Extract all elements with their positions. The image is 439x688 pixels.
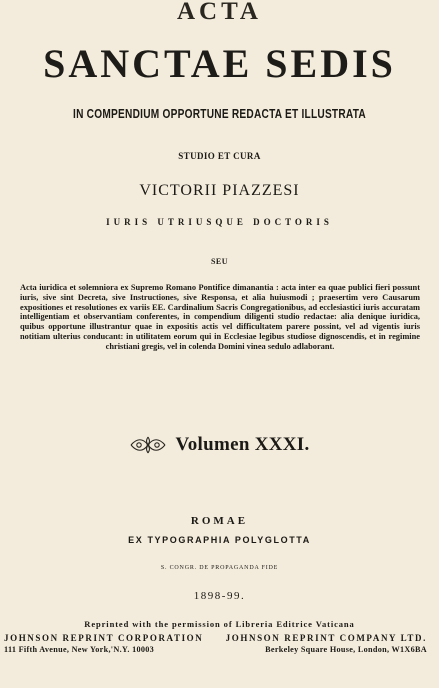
publisher-left-name: JOHNSON REPRINT CORPORATION [4, 633, 204, 643]
description-paragraph: Acta iuridica et solemniora ex Supremo Romano Pontifice dimanantia : acta inter ea quae publici fieri possunt iuris, sive sint Decreta, sive Instructiones, sive Responsa, et alia huiusmodi ; praesertim vero Causarum expositiones et resolutiones ex variis EE. Cardinalium Sacris Congregationibus, ad ecclesiastici iuris accuratam intelligentiam et observantiam conferentes, in compendium diligenti studio redactae: alia denique iuridica, quibus opportune illustrantur quae in expositis actis vel difficultatem parere possint, vel ad vigentis iuris notitiam ulterius conducant: in utilitatem eorum qui in Ecclesiae legibus studiose dignoscendis, et in regimine christiani gregis, vel in colenda Domini vinea sedulo adlaborant. [20, 283, 420, 351]
seu-label: SEU [210, 257, 229, 266]
publisher-right-name: JOHNSON REPRINT COMPANY LTD. [225, 633, 427, 643]
publication-years: 1898-99. [193, 590, 246, 602]
publisher-right-address: Berkeley Square House, London, W1X6BA [265, 645, 427, 654]
volume-line [0, 434, 439, 456]
city: ROMAE [190, 515, 249, 527]
reprint-note: Reprinted with the permission of Libreria Editrice Vaticana [84, 619, 355, 629]
author-name: VICTORII PIAZZESI [139, 182, 300, 199]
floral-ornament-icon [129, 434, 167, 456]
studio-et-cura: STUDIO ET CURA [178, 151, 261, 161]
publisher-left-address: 111 Fifth Avenue, New York,'N.Y. 10003 [4, 645, 155, 654]
press-name: EX TYPOGRAPHIA POLYGLOTTA [128, 535, 311, 545]
author-title: IURIS UTRIUSQUE DOCTORIS [106, 217, 333, 227]
subtitle: IN COMPENDIUM OPPORTUNE REDACTA ET ILLUSTRATA [73, 106, 366, 121]
title-sanctae-sedis: SANCTAE SEDIS [43, 41, 396, 86]
title-acta: ACTA [177, 0, 262, 25]
volume-number: Volumen XXXI. [175, 434, 310, 455]
congregation-name: S. CONGR. DE PROPAGANDA FIDE [160, 565, 279, 571]
